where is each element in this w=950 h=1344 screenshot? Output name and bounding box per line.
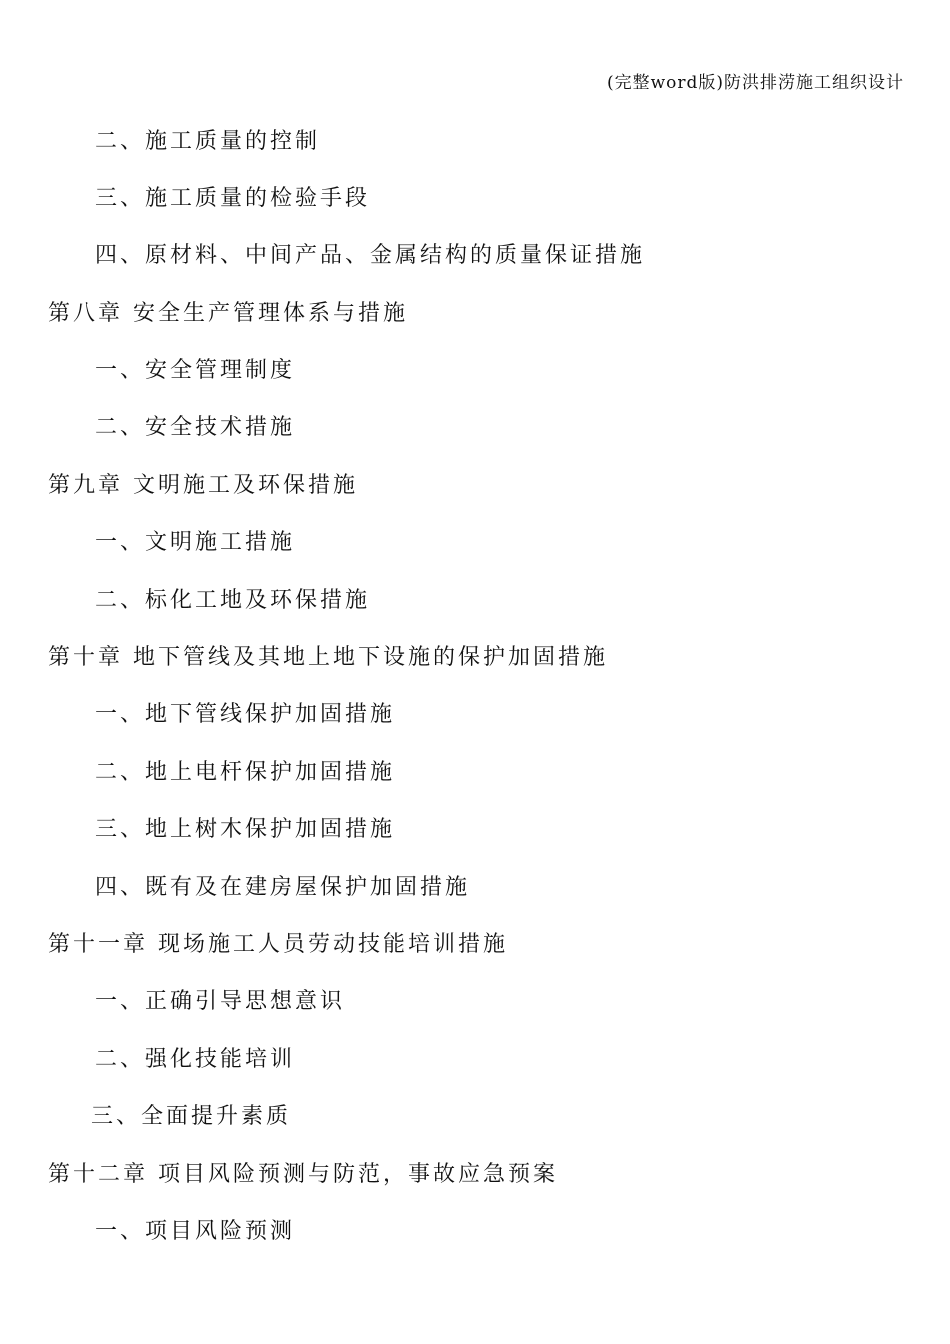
toc-section: 一、文明施工措施 <box>95 530 296 555</box>
toc-section: 三、施工质量的检验手段 <box>95 186 371 211</box>
toc-section: 二、标化工地及环保措施 <box>95 588 371 613</box>
toc-section: 一、地下管线保护加固措施 <box>95 702 396 727</box>
toc-section: 一、安全管理制度 <box>95 358 296 383</box>
document-header: (完整word版)防洪排涝施工组织设计 <box>606 73 904 93</box>
toc-chapter: 第十章 地下管线及其地上地下设施的保护加固措施 <box>48 645 608 670</box>
toc-section: 二、安全技术措施 <box>95 415 296 440</box>
toc-section: 三、全面提升素质 <box>91 1104 292 1129</box>
toc-section: 二、地上电杆保护加固措施 <box>95 760 396 785</box>
toc-chapter: 第十一章 现场施工人员劳动技能培训措施 <box>48 932 508 957</box>
toc-section: 四、原材料、中间产品、金属结构的质量保证措施 <box>95 243 646 268</box>
toc-section: 三、地上树木保护加固措施 <box>95 817 396 842</box>
toc-section: 二、强化技能培训 <box>95 1047 296 1072</box>
toc-section: 二、施工质量的控制 <box>95 129 321 154</box>
toc-chapter: 第八章 安全生产管理体系与措施 <box>48 301 408 326</box>
toc-section: 一、正确引导思想意识 <box>95 989 346 1014</box>
toc-section: 一、项目风险预测 <box>95 1219 296 1244</box>
toc-chapter: 第九章 文明施工及环保措施 <box>48 473 358 498</box>
toc-section: 四、既有及在建房屋保护加固措施 <box>95 875 471 900</box>
toc-chapter: 第十二章 项目风险预测与防范，事故应急预案 <box>48 1162 558 1187</box>
